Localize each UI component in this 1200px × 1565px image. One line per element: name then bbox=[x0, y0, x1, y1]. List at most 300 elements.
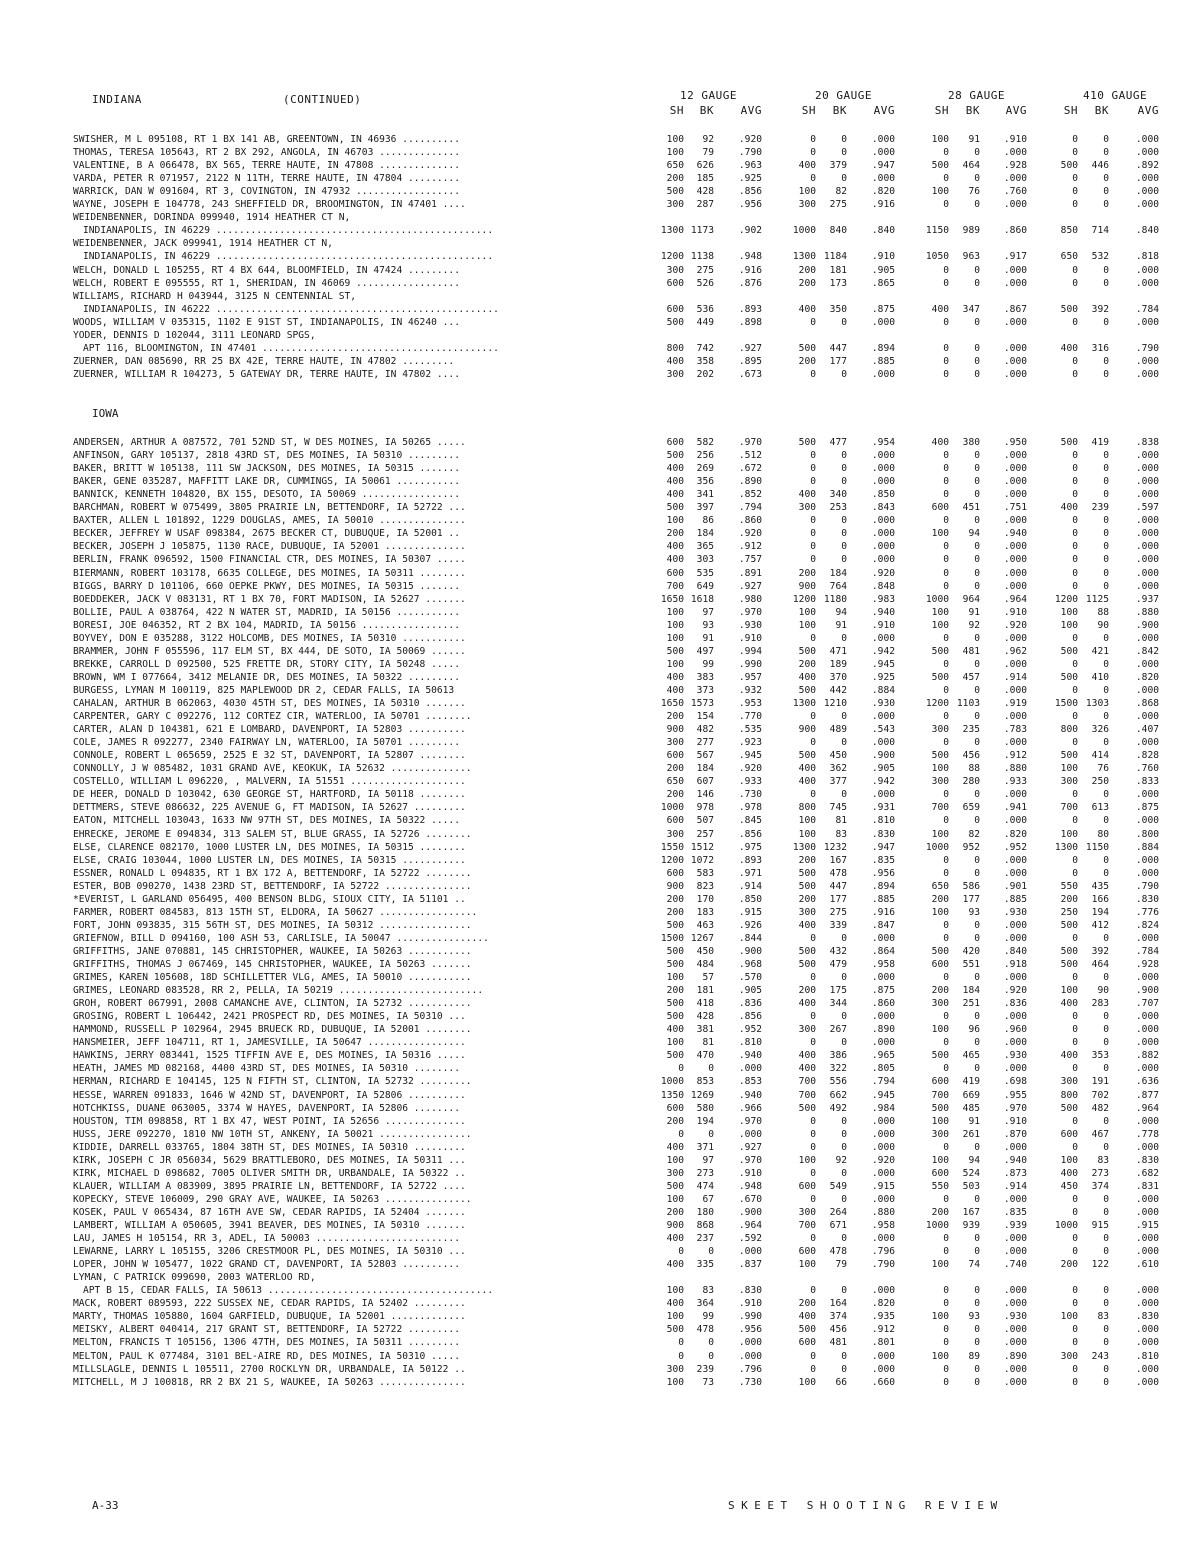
cell-sh: 0 bbox=[943, 355, 949, 367]
cell-avg: .845 bbox=[738, 815, 762, 827]
cell-bk: 669 bbox=[962, 1089, 980, 1101]
cell-bk: 449 bbox=[696, 316, 714, 328]
cell-avg: .939 bbox=[1003, 1220, 1027, 1231]
cell-bk: 261 bbox=[962, 1128, 980, 1140]
cell-sh: 0 bbox=[1072, 867, 1078, 879]
shooter-entry: COLE, JAMES R 092277, 2340 FAIRWAY LN, WATERLOO, IA 50701 ......... bbox=[73, 737, 460, 749]
cell-bk: 0 bbox=[841, 972, 847, 984]
cell-bk: 702 bbox=[1091, 1089, 1109, 1101]
cell-bk: 82 bbox=[835, 186, 847, 198]
shooter-address-continuation: APT B 15, CEDAR FALLS, IA 50613 ....................................... bbox=[83, 1285, 494, 1297]
cell-sh: 500 bbox=[931, 671, 949, 683]
cell-bk: 0 bbox=[708, 1128, 714, 1140]
cell-bk: 467 bbox=[1091, 1128, 1109, 1140]
cell-avg: .853 bbox=[738, 1076, 762, 1088]
cell-bk: 410 bbox=[1091, 671, 1109, 683]
cell-avg: .933 bbox=[738, 776, 762, 788]
cell-bk: 419 bbox=[962, 1076, 980, 1088]
cell-avg: .910 bbox=[738, 1167, 762, 1179]
shooter-entry: MELTON, FRANCIS T 105156, 1306 47TH, DES MOINES, IA 50311 ......... bbox=[73, 1337, 460, 1349]
cell-avg: .927 bbox=[738, 580, 762, 592]
cell-bk: 0 bbox=[841, 1128, 847, 1140]
cell-avg: .900 bbox=[871, 750, 895, 762]
cell-avg: .672 bbox=[738, 463, 762, 475]
cell-sh: 400 bbox=[666, 1233, 684, 1245]
gauge-20-heading: 20 GAUGE bbox=[815, 89, 872, 102]
cell-avg: .000 bbox=[1135, 554, 1159, 566]
cell-bk: 659 bbox=[962, 802, 980, 814]
cell-avg: .945 bbox=[871, 658, 895, 670]
cell-avg: .000 bbox=[871, 972, 895, 984]
cell-avg: .000 bbox=[1135, 173, 1159, 185]
cell-avg: .000 bbox=[1003, 854, 1027, 866]
shooter-entry: LOPER, JOHN W 105477, 1022 GRAND CT, DAVENPORT, IA 52803 .......... bbox=[73, 1259, 460, 1271]
cell-bk: 0 bbox=[1103, 277, 1109, 289]
cell-sh: 1300 bbox=[1054, 841, 1078, 853]
cell-avg: .914 bbox=[738, 880, 762, 892]
cell-sh: 400 bbox=[666, 554, 684, 566]
cell-bk: 146 bbox=[696, 789, 714, 801]
cell-avg: .970 bbox=[1003, 1102, 1027, 1114]
cell-avg: .000 bbox=[1003, 1324, 1027, 1336]
cell-bk: 97 bbox=[702, 1154, 714, 1166]
cell-sh: 0 bbox=[943, 450, 949, 462]
cell-avg: .730 bbox=[738, 789, 762, 801]
cell-bk: 0 bbox=[1103, 1011, 1109, 1023]
cell-sh: 0 bbox=[810, 1128, 816, 1140]
cell-avg: .850 bbox=[738, 893, 762, 905]
cell-sh: 300 bbox=[798, 1206, 816, 1218]
cell-sh: 1200 bbox=[792, 593, 816, 605]
cell-sh: 400 bbox=[798, 489, 816, 501]
cell-bk: 0 bbox=[841, 1115, 847, 1127]
cell-avg: .000 bbox=[1135, 1363, 1159, 1375]
table-row bbox=[0, 224, 1200, 237]
cell-avg: .919 bbox=[1003, 698, 1027, 709]
cell-avg: .930 bbox=[871, 698, 895, 709]
cell-sh: 400 bbox=[1060, 502, 1078, 514]
cell-sh: 0 bbox=[810, 1363, 816, 1375]
shooter-entry: KLAUER, WILLIAM A 083909, 3895 PRAIRIE LN, BETTENDORF, IA 52722 .... bbox=[73, 1180, 466, 1192]
cell-avg: .000 bbox=[738, 1128, 762, 1140]
cell-bk: 91 bbox=[835, 619, 847, 631]
cell-avg: .945 bbox=[871, 1089, 895, 1101]
cell-bk: 257 bbox=[696, 828, 714, 840]
subheader-avg: AVG bbox=[1137, 104, 1159, 117]
shooter-entry: BIGGS, BARRY D 101106, 660 OEPKE PKWY, DES MOINES, IA 50315 ....... bbox=[73, 580, 460, 592]
cell-avg: .830 bbox=[738, 1285, 762, 1297]
cell-sh: 200 bbox=[798, 264, 816, 276]
cell-bk: 0 bbox=[974, 932, 980, 944]
cell-sh: 0 bbox=[810, 932, 816, 944]
cell-bk: 373 bbox=[696, 684, 714, 696]
cell-avg: .940 bbox=[738, 1050, 762, 1062]
cell-avg: .856 bbox=[738, 1011, 762, 1023]
table-row bbox=[0, 814, 1200, 827]
cell-sh: 0 bbox=[1072, 567, 1078, 579]
cell-avg: .880 bbox=[871, 1206, 895, 1218]
cell-bk: 0 bbox=[974, 737, 980, 749]
cell-sh: 400 bbox=[798, 1050, 816, 1062]
cell-bk: 586 bbox=[962, 880, 980, 892]
cell-sh: 0 bbox=[1072, 1376, 1078, 1388]
cell-avg: .000 bbox=[1003, 815, 1027, 827]
cell-sh: 200 bbox=[798, 355, 816, 367]
cell-bk: 0 bbox=[974, 1285, 980, 1297]
cell-bk: 122 bbox=[1091, 1259, 1109, 1271]
cell-avg: .931 bbox=[871, 802, 895, 814]
cell-bk: 0 bbox=[1103, 658, 1109, 670]
continued-label: (CONTINUED) bbox=[283, 93, 362, 106]
cell-sh: 250 bbox=[1060, 906, 1078, 918]
shooter-address-continuation: INDIANAPOLIS, IN 46229 ................................................ bbox=[83, 251, 494, 263]
cell-sh: 400 bbox=[798, 1311, 816, 1323]
cell-bk: 952 bbox=[962, 841, 980, 853]
cell-sh: 1200 bbox=[660, 854, 684, 866]
cell-bk: 463 bbox=[696, 919, 714, 931]
cell-sh: 0 bbox=[943, 711, 949, 723]
cell-sh: 0 bbox=[1072, 1246, 1078, 1258]
shooter-entry: WELCH, DONALD L 105255, RT 4 BX 644, BLOOMFIELD, IN 47424 ......... bbox=[73, 264, 460, 276]
table-row bbox=[0, 828, 1200, 841]
shooter-entry: HAMMOND, RUSSELL P 102964, 2945 BRUECK RD, DUBUQUE, IA 52001 ........ bbox=[73, 1024, 472, 1036]
table-row bbox=[0, 958, 1200, 971]
cell-sh: 0 bbox=[1072, 489, 1078, 501]
cell-avg: .000 bbox=[1135, 528, 1159, 540]
cell-sh: 0 bbox=[1072, 515, 1078, 527]
shooter-entry: MITCHELL, M J 100818, RR 2 BX 21 S, WAUKEE, IA 50263 ............... bbox=[73, 1376, 466, 1388]
cell-sh: 400 bbox=[798, 763, 816, 775]
cell-sh: 0 bbox=[1072, 554, 1078, 566]
cell-sh: 400 bbox=[666, 684, 684, 696]
shooter-entry: WOODS, WILLIAM V 035315, 1102 E 91ST ST, INDIANAPOLIS, IN 46240 ... bbox=[73, 316, 460, 328]
table-row bbox=[0, 893, 1200, 906]
cell-bk: 0 bbox=[841, 1141, 847, 1153]
shooter-entry: ESTER, BOB 090270, 1438 23RD ST, BETTENDORF, IA 52722 ............... bbox=[73, 880, 472, 892]
cell-avg: .000 bbox=[1003, 1011, 1027, 1023]
cell-bk: 91 bbox=[968, 1115, 980, 1127]
cell-sh: 100 bbox=[666, 1311, 684, 1323]
cell-sh: 900 bbox=[666, 880, 684, 892]
cell-avg: .000 bbox=[871, 737, 895, 749]
cell-avg: .875 bbox=[871, 303, 895, 315]
cell-bk: 79 bbox=[702, 147, 714, 159]
cell-avg: .960 bbox=[1003, 1024, 1027, 1036]
shooter-entry: KOPECKY, STEVE 106009, 290 GRAY AVE, WAUKEE, IA 50263 ............... bbox=[73, 1193, 472, 1205]
cell-bk: 485 bbox=[962, 1102, 980, 1114]
cell-avg: .840 bbox=[1003, 945, 1027, 957]
cell-sh: 600 bbox=[666, 1102, 684, 1114]
cell-bk: 714 bbox=[1091, 225, 1109, 237]
cell-avg: .910 bbox=[1003, 134, 1027, 145]
cell-avg: .000 bbox=[1003, 355, 1027, 367]
cell-avg: .925 bbox=[738, 173, 762, 185]
cell-avg: .000 bbox=[1135, 450, 1159, 462]
cell-avg: .877 bbox=[1135, 1089, 1159, 1101]
table-row bbox=[0, 1075, 1200, 1088]
cell-bk: 0 bbox=[974, 658, 980, 670]
cell-sh: 1000 bbox=[660, 802, 684, 814]
cell-bk: 181 bbox=[696, 985, 714, 997]
cell-avg: .000 bbox=[1135, 476, 1159, 488]
table-row bbox=[0, 1128, 1200, 1141]
cell-bk: 0 bbox=[841, 316, 847, 328]
cell-sh: 500 bbox=[798, 1102, 816, 1114]
cell-bk: 1573 bbox=[690, 698, 714, 709]
cell-sh: 100 bbox=[1060, 763, 1078, 775]
cell-sh: 0 bbox=[678, 1063, 684, 1075]
shooter-entry: KOSEK, PAUL V 065434, 87 16TH AVE SW, CEDAR RAPIDS, IA 52404 ....... bbox=[73, 1206, 466, 1218]
cell-avg: .912 bbox=[738, 541, 762, 553]
cell-avg: .000 bbox=[1003, 1363, 1027, 1375]
cell-avg: .890 bbox=[1003, 1350, 1027, 1362]
cell-avg: .784 bbox=[1135, 945, 1159, 957]
cell-sh: 600 bbox=[931, 959, 949, 970]
cell-avg: .875 bbox=[1135, 802, 1159, 814]
cell-avg: .928 bbox=[1135, 959, 1159, 970]
cell-bk: 269 bbox=[696, 463, 714, 475]
cell-sh: 600 bbox=[666, 303, 684, 315]
shooter-entry: EATON, MITCHELL 103043, 1633 NW 97TH ST, DES MOINES, IA 50322 ..... bbox=[73, 815, 460, 827]
cell-sh: 400 bbox=[798, 303, 816, 315]
cell-sh: 0 bbox=[1072, 815, 1078, 827]
cell-sh: 0 bbox=[1072, 450, 1078, 462]
cell-sh: 100 bbox=[798, 828, 816, 840]
cell-avg: .000 bbox=[738, 1350, 762, 1362]
shooter-entry: BROWN, WM I 077664, 3412 MELANIE DR, DES MOINES, IA 50322 ......... bbox=[73, 671, 460, 683]
cell-sh: 200 bbox=[931, 985, 949, 997]
cell-avg: .794 bbox=[871, 1076, 895, 1088]
cell-bk: 0 bbox=[974, 567, 980, 579]
cell-sh: 0 bbox=[810, 789, 816, 801]
cell-bk: 0 bbox=[841, 515, 847, 527]
table-row bbox=[0, 684, 1200, 697]
cell-sh: 400 bbox=[666, 355, 684, 367]
table-row bbox=[0, 906, 1200, 919]
cell-avg: .636 bbox=[1135, 1076, 1159, 1088]
cell-avg: .990 bbox=[738, 658, 762, 670]
cell-sh: 500 bbox=[798, 684, 816, 696]
cell-sh: 0 bbox=[943, 1037, 949, 1049]
cell-sh: 300 bbox=[666, 737, 684, 749]
cell-avg: .940 bbox=[1003, 1154, 1027, 1166]
cell-avg: .843 bbox=[871, 502, 895, 514]
cell-sh: 0 bbox=[810, 173, 816, 185]
cell-sh: 100 bbox=[1060, 1154, 1078, 1166]
cell-avg: .000 bbox=[871, 528, 895, 540]
cell-avg: .000 bbox=[1003, 476, 1027, 488]
table-row bbox=[0, 723, 1200, 736]
cell-bk: 0 bbox=[974, 1363, 980, 1375]
cell-bk: 74 bbox=[968, 1259, 980, 1271]
cell-sh: 1000 bbox=[660, 1076, 684, 1088]
cell-avg: .873 bbox=[1003, 1167, 1027, 1179]
cell-sh: 0 bbox=[1072, 684, 1078, 696]
cell-bk: 464 bbox=[1091, 959, 1109, 970]
table-row bbox=[0, 133, 1200, 146]
cell-bk: 344 bbox=[829, 998, 847, 1010]
shooter-entry: BURGESS, LYMAN M 100119, 825 MAPLEWOOD DR 2, CEDAR FALLS, IA 50613 bbox=[73, 684, 455, 696]
cell-avg: .958 bbox=[871, 1220, 895, 1231]
shooter-entry: BAKER, GENE 035287, MAFFITT LAKE DR, CUMMINGS, IA 50061 ........... bbox=[73, 476, 460, 488]
cell-bk: 0 bbox=[974, 173, 980, 185]
cell-avg: .868 bbox=[1135, 698, 1159, 709]
cell-avg: .783 bbox=[1003, 724, 1027, 736]
cell-sh: 400 bbox=[666, 463, 684, 475]
cell-sh: 900 bbox=[666, 724, 684, 736]
cell-avg: .000 bbox=[1003, 316, 1027, 328]
table-row bbox=[0, 449, 1200, 462]
cell-bk: 184 bbox=[696, 528, 714, 540]
cell-bk: 0 bbox=[841, 463, 847, 475]
cell-sh: 500 bbox=[666, 959, 684, 970]
cell-avg: .914 bbox=[1003, 671, 1027, 683]
cell-sh: 0 bbox=[810, 476, 816, 488]
cell-bk: 340 bbox=[829, 489, 847, 501]
cell-sh: 0 bbox=[678, 1246, 684, 1258]
cell-avg: .910 bbox=[1003, 1115, 1027, 1127]
cell-sh: 500 bbox=[1060, 160, 1078, 172]
cell-bk: 456 bbox=[962, 750, 980, 762]
cell-sh: 0 bbox=[943, 919, 949, 931]
cell-sh: 500 bbox=[666, 919, 684, 931]
cell-bk: 92 bbox=[702, 134, 714, 145]
cell-sh: 0 bbox=[810, 515, 816, 527]
cell-bk: 421 bbox=[1091, 645, 1109, 657]
cell-avg: .820 bbox=[1003, 828, 1027, 840]
cell-avg: .927 bbox=[738, 342, 762, 354]
cell-sh: 0 bbox=[943, 1337, 949, 1349]
cell-bk: 0 bbox=[1103, 1115, 1109, 1127]
cell-avg: .910 bbox=[871, 619, 895, 631]
cell-avg: .880 bbox=[1135, 606, 1159, 618]
cell-avg: .805 bbox=[871, 1063, 895, 1075]
cell-bk: 0 bbox=[974, 711, 980, 723]
shooter-entry: EHRECKE, JEROME E 094834, 313 SALEM ST, BLUE GRASS, IA 52726 ........ bbox=[73, 828, 472, 840]
cell-bk: 626 bbox=[696, 160, 714, 172]
cell-avg: .000 bbox=[1135, 815, 1159, 827]
cell-bk: 662 bbox=[829, 1089, 847, 1101]
cell-avg: .801 bbox=[871, 1337, 895, 1349]
cell-sh: 0 bbox=[810, 1037, 816, 1049]
cell-bk: 0 bbox=[841, 541, 847, 553]
cell-bk: 0 bbox=[1103, 450, 1109, 462]
cell-sh: 500 bbox=[1060, 945, 1078, 957]
cell-bk: 0 bbox=[841, 1167, 847, 1179]
cell-avg: .790 bbox=[871, 1259, 895, 1271]
cell-avg: .000 bbox=[1003, 711, 1027, 723]
cell-sh: 550 bbox=[931, 1180, 949, 1192]
cell-sh: 1000 bbox=[925, 1220, 949, 1231]
table-row bbox=[0, 606, 1200, 619]
cell-bk: 73 bbox=[702, 1376, 714, 1388]
cell-avg: .000 bbox=[1135, 1324, 1159, 1336]
cell-bk: 275 bbox=[696, 264, 714, 276]
cell-bk: 167 bbox=[962, 1206, 980, 1218]
cell-bk: 76 bbox=[1097, 763, 1109, 775]
shooter-entry: BOEDDEKER, JACK V 083131, RT 1 BX 70, FORT MADISON, IA 52627 ....... bbox=[73, 593, 466, 605]
cell-avg: .910 bbox=[738, 632, 762, 644]
cell-avg: .830 bbox=[1135, 893, 1159, 905]
cell-avg: .948 bbox=[738, 1180, 762, 1192]
shooter-entry: ELSE, CRAIG 103044, 1000 LUSTER LN, DES MOINES, IA 50315 ........... bbox=[73, 854, 466, 866]
cell-avg: .956 bbox=[738, 1324, 762, 1336]
cell-bk: 0 bbox=[708, 1063, 714, 1075]
cell-sh: 100 bbox=[798, 815, 816, 827]
table-row bbox=[0, 342, 1200, 355]
cell-avg: .900 bbox=[1135, 985, 1159, 997]
cell-bk: 580 bbox=[696, 1102, 714, 1114]
cell-sh: 1200 bbox=[925, 698, 949, 709]
cell-avg: .707 bbox=[1135, 998, 1159, 1010]
cell-avg: .000 bbox=[871, 554, 895, 566]
cell-sh: 0 bbox=[943, 1233, 949, 1245]
cell-sh: 500 bbox=[666, 945, 684, 957]
cell-avg: .833 bbox=[1135, 776, 1159, 788]
cell-bk: 432 bbox=[829, 945, 847, 957]
cell-avg: .836 bbox=[1003, 998, 1027, 1010]
cell-sh: 900 bbox=[798, 724, 816, 736]
shooter-entry: HANSMEIER, JEFF 104711, RT 1, JAMESVILLE, IA 50647 ................. bbox=[73, 1037, 466, 1049]
cell-avg: .948 bbox=[738, 251, 762, 263]
cell-bk: 94 bbox=[968, 1154, 980, 1166]
cell-sh: 600 bbox=[931, 502, 949, 514]
cell-avg: .865 bbox=[871, 277, 895, 289]
cell-sh: 0 bbox=[678, 1337, 684, 1349]
table-row bbox=[0, 997, 1200, 1010]
table-row bbox=[0, 1193, 1200, 1206]
cell-avg: .945 bbox=[738, 750, 762, 762]
cell-sh: 500 bbox=[666, 1324, 684, 1336]
cell-avg: .928 bbox=[1003, 160, 1027, 172]
cell-avg: .968 bbox=[738, 959, 762, 970]
cell-bk: 0 bbox=[1103, 711, 1109, 723]
cell-bk: 0 bbox=[1103, 1246, 1109, 1258]
cell-bk: 582 bbox=[696, 437, 714, 448]
cell-sh: 1650 bbox=[660, 698, 684, 709]
cell-avg: .000 bbox=[1003, 632, 1027, 644]
cell-bk: 963 bbox=[962, 251, 980, 263]
cell-bk: 481 bbox=[829, 1337, 847, 1349]
cell-bk: 287 bbox=[696, 199, 714, 211]
subheader-bk: BK bbox=[965, 104, 980, 117]
cell-sh: 300 bbox=[798, 906, 816, 918]
cell-avg: .990 bbox=[738, 1311, 762, 1323]
cell-sh: 1000 bbox=[792, 225, 816, 237]
cell-sh: 500 bbox=[798, 945, 816, 957]
publication-name: SKEET SHOOTING REVIEW bbox=[728, 1499, 1004, 1512]
cell-sh: 600 bbox=[666, 750, 684, 762]
cell-bk: 0 bbox=[1103, 264, 1109, 276]
gauge-12-heading: 12 GAUGE bbox=[680, 89, 737, 102]
cell-sh: 0 bbox=[1072, 541, 1078, 553]
shooter-entry: ZUERNER, WILLIAM R 104273, 5 GATEWAY DR, TERRE HAUTE, IN 47802 .... bbox=[73, 368, 460, 380]
cell-sh: 0 bbox=[810, 528, 816, 540]
cell-bk: 0 bbox=[1103, 1324, 1109, 1336]
table-row bbox=[0, 250, 1200, 263]
cell-bk: 166 bbox=[1091, 893, 1109, 905]
cell-sh: 500 bbox=[798, 750, 816, 762]
cell-sh: 0 bbox=[810, 1285, 816, 1297]
cell-sh: 1300 bbox=[792, 698, 816, 709]
cell-bk: 435 bbox=[1091, 880, 1109, 892]
subheader-bk: BK bbox=[1094, 104, 1109, 117]
cell-sh: 0 bbox=[1072, 173, 1078, 185]
cell-bk: 364 bbox=[696, 1298, 714, 1310]
cell-avg: .000 bbox=[1003, 932, 1027, 944]
table-row bbox=[0, 514, 1200, 527]
cell-avg: .000 bbox=[1135, 541, 1159, 553]
